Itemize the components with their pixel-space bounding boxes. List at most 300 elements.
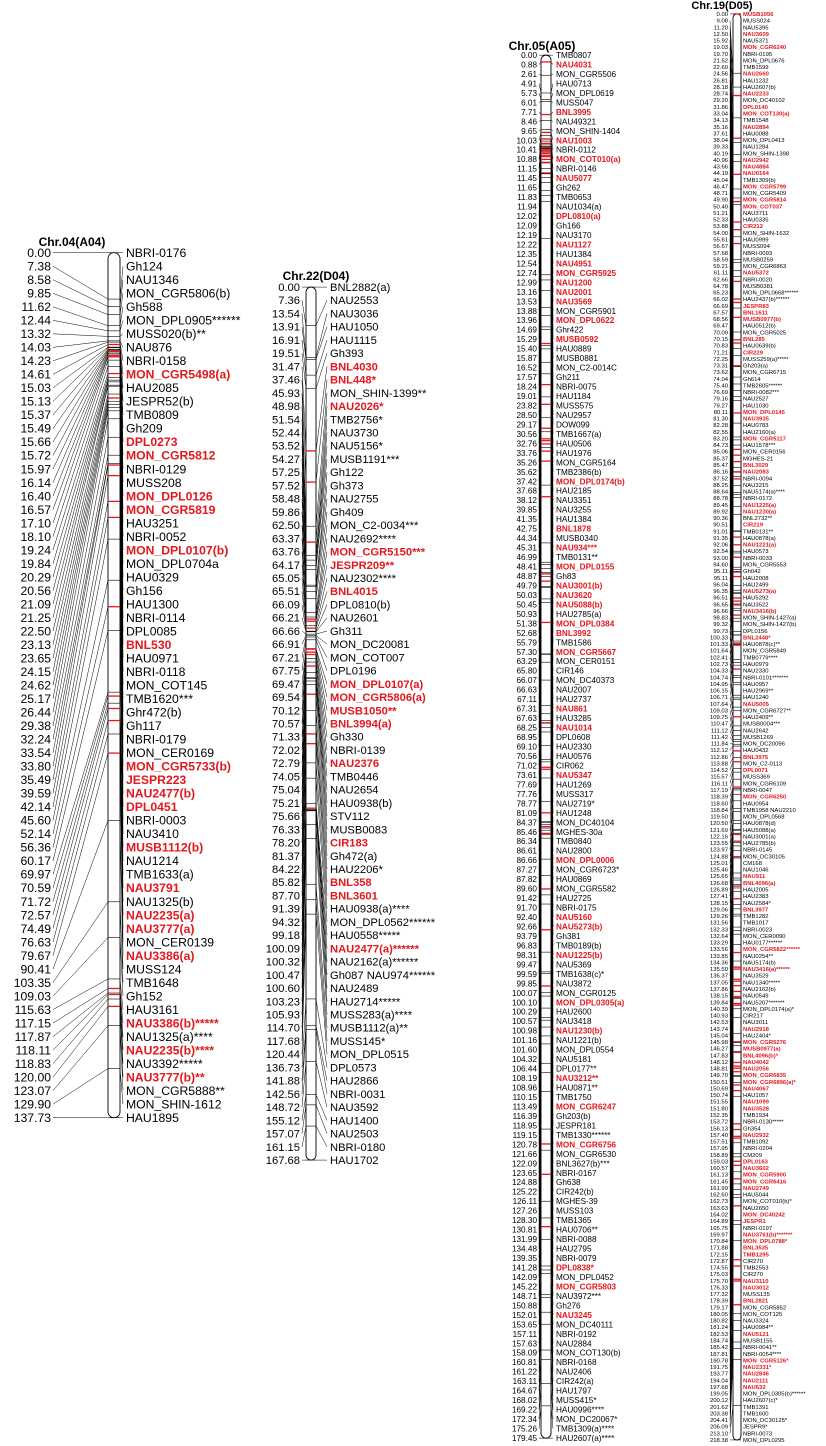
marker-name: NAU2406 [556, 1367, 592, 1377]
marker-position: 140.39 [709, 1006, 728, 1013]
marker-name: NAU5207******* [743, 1000, 785, 1007]
marker-name: NAU3418 [556, 1017, 592, 1027]
marker-position: 64.78 [713, 283, 728, 290]
marker-tick-left [53, 342, 108, 361]
marker-name: NAU861 [556, 704, 588, 714]
marker-name: TMB1648 [126, 975, 179, 990]
marker-position: 157.63 [511, 1339, 537, 1349]
marker-name: HAU0878(d) [743, 821, 776, 828]
marker-name: NAU2918 [743, 1026, 769, 1033]
marker-name: BNL448* [330, 374, 377, 387]
marker-position: 180.05 [709, 1311, 728, 1318]
marker-position: 161.22 [511, 1367, 537, 1377]
marker-position: 86.61 [516, 846, 537, 856]
marker-position: 56.36 [20, 840, 51, 855]
marker-tick-left [53, 734, 108, 942]
marker-position: 15.97 [20, 462, 51, 477]
marker-position: 73.31 [713, 363, 728, 370]
marker-position: 22.60 [713, 65, 728, 72]
marker-name: NAU2957 [556, 410, 592, 420]
marker-name: HAU2607(c)* [743, 1398, 778, 1405]
marker-name: MON_SHIN-1398 [743, 151, 790, 158]
marker-position: 37.42 [516, 477, 537, 487]
marker-position: 33.54 [20, 746, 51, 761]
marker-position: 90.51 [713, 522, 728, 529]
marker-name: HAU1184 [556, 392, 591, 402]
marker-name: NAU2553 [330, 295, 379, 308]
marker-name: MUSB0004*** [743, 721, 781, 728]
marker-position: 156.13 [709, 1126, 728, 1133]
marker-name: MUSS415* [556, 1396, 597, 1406]
marker-name: NAU2942 [743, 157, 769, 164]
marker-tick-left [53, 320, 108, 331]
marker-position: 135.50 [709, 967, 728, 974]
marker-name: HAU0335 [743, 217, 769, 224]
marker-position: 218.38 [709, 1438, 728, 1444]
marker-position: 65.51 [272, 586, 300, 599]
marker-position: 50.93 [516, 609, 537, 619]
marker-position: 118.84 [710, 807, 728, 814]
marker-name: TMB1309(a)**** [556, 1424, 615, 1434]
marker-position: 58.59 [713, 257, 728, 264]
marker-name: HAU3161 [126, 1002, 179, 1017]
marker-position: 79.67 [20, 948, 51, 963]
marker-position: 152.01 [511, 1310, 537, 1320]
marker-position: 72.79 [272, 758, 300, 771]
marker-position: 60.17 [20, 854, 51, 869]
marker-name: Gh156 [126, 583, 163, 598]
marker-name: Ghr422 [556, 325, 584, 335]
marker-name: NBRI-0158 [126, 354, 187, 369]
marker-position: 32.76 [516, 439, 537, 449]
marker-name: MON_COT145 [126, 678, 208, 693]
marker-name: HAU2499 [743, 582, 769, 589]
marker-position: 103.35 [13, 975, 51, 990]
marker-name: MON_C2-0034*** [330, 520, 419, 533]
marker-tick-right [316, 884, 327, 1028]
marker-name: MON_CGR5667 [556, 647, 617, 657]
marker-position: 101.16 [511, 1036, 537, 1046]
marker-position: 24.15 [20, 664, 51, 679]
marker-position: 131.99 [511, 1235, 537, 1245]
marker-position: 52.44 [272, 427, 300, 440]
marker-name: MUSB1155 [743, 1338, 773, 1345]
marker-position: 66.91 [272, 639, 300, 652]
marker-name: MUSS135 [743, 1292, 770, 1299]
marker-position: 206.09 [709, 1424, 728, 1431]
marker-position: 161.99 [709, 1185, 728, 1192]
marker-position: 73.62 [713, 370, 728, 377]
marker-name: NAU5347 [556, 770, 592, 780]
marker-position: 181.24 [709, 1325, 728, 1332]
marker-position: 201.62 [709, 1404, 728, 1411]
marker-name: Gh83 [556, 571, 577, 581]
marker-position: 88.78 [713, 496, 728, 503]
marker-name: NAU3001(a) [743, 834, 776, 841]
chromosome-title-chr05: Chr.05(A05) [508, 39, 576, 53]
marker-name: DPL0156 [743, 628, 768, 635]
marker-name: MON_CGR5806(a) [330, 692, 426, 705]
marker-tick-right [316, 327, 327, 360]
marker-name: TMB1599 [743, 65, 769, 72]
marker-position: 28.50 [516, 410, 537, 420]
marker-position: 66.69 [713, 303, 728, 310]
marker-position: 96.83 [516, 941, 537, 951]
marker-name: NAU2235(a) [126, 908, 195, 923]
marker-position: 108.19 [511, 1074, 537, 1084]
marker-position: 116.39 [512, 1111, 537, 1121]
marker-position: 128.15 [709, 900, 728, 907]
marker-position: 95.11 [713, 575, 728, 582]
marker-name: NAU2477(b) [126, 786, 196, 801]
marker-name: MON_DC20096 [743, 741, 785, 748]
marker-name: HAU0957 [743, 681, 769, 688]
marker-position: 98.31 [516, 950, 537, 960]
chromosome-title-chr19: Chr.19(D05) [691, 0, 753, 12]
marker-name: MGHES-39 [556, 1197, 598, 1207]
marker-position: 80.11 [713, 409, 728, 416]
marker-position: 61.11 [713, 270, 728, 277]
marker-position: 85.37 [713, 456, 728, 463]
marker-position: 89.92 [713, 509, 728, 516]
marker-position: 74.04 [713, 376, 728, 383]
marker-position: 111.42 [710, 734, 728, 741]
marker-position: 0.00 [278, 282, 300, 294]
marker-name: MON_SHIN-1404 [556, 126, 621, 136]
marker-position: 106.44 [511, 1064, 537, 1074]
marker-name: Gh203(b) [556, 1111, 591, 1121]
marker-name: DPL0273 [126, 435, 178, 450]
marker-position: 148.72 [265, 1102, 300, 1115]
marker-position: 50.40 [713, 204, 728, 211]
marker-position: 100.07 [511, 988, 537, 998]
marker-name: HAU0706** [556, 1225, 598, 1235]
marker-name: TMB2756* [330, 414, 383, 427]
marker-name: HAU0938(b) [330, 797, 393, 810]
marker-name: MON_CER0090 [743, 933, 786, 940]
marker-name: NBRI-0079 [556, 1254, 597, 1264]
marker-name: NAU3011 [743, 1020, 769, 1027]
marker-name: TMB0809 [126, 408, 179, 423]
marker-name: BNL4015 [330, 586, 378, 599]
marker-name: TMB0131** [743, 529, 774, 536]
marker-name: NAU3777(b)** [126, 1070, 205, 1085]
marker-position: 21.25 [20, 610, 51, 625]
marker-position: 96.35 [713, 589, 728, 596]
marker-name: NAU3529 [743, 973, 769, 980]
marker-position: 150.69 [709, 1086, 728, 1093]
marker-name: NAU0164 [743, 171, 769, 178]
marker-position: 66.63 [516, 685, 537, 695]
marker-position: 118.11 [15, 1043, 51, 1058]
marker-name: HAU2008 [743, 575, 769, 582]
marker-tick-left [53, 1026, 108, 1091]
marker-name: MON_DPL0174(a)* [743, 1006, 795, 1013]
marker-name: MON_DPL0413 [743, 138, 785, 145]
marker-name: NAU1014 [556, 723, 592, 733]
marker-name: NAU5174(a)**** [743, 489, 785, 496]
marker-name: Gh262 [556, 183, 581, 193]
marker-position: 29.38 [20, 719, 51, 734]
marker-position: 172.15 [709, 1252, 728, 1259]
marker-position: 40.96 [713, 157, 728, 164]
marker-name: NAU1230(a) [743, 509, 777, 516]
marker-name: MON_CGR5852 [743, 1305, 787, 1312]
marker-position: 11.62 [21, 300, 51, 315]
marker-tick-left [53, 351, 108, 442]
marker-name: MON_CGR6835 [743, 1073, 787, 1080]
marker-position: 12.19 [516, 230, 537, 240]
marker-position: 84.73 [713, 443, 728, 450]
marker-name: DPL0140 [743, 104, 768, 111]
marker-name: HAU1232 [743, 78, 769, 85]
marker-name: NBRI-0112 [556, 145, 596, 155]
marker-position: 191.75 [709, 1365, 728, 1372]
marker-position: 111.84 [710, 741, 728, 748]
marker-position: 71.33 [272, 731, 300, 744]
marker-position: 24.62 [20, 678, 51, 693]
marker-position: 86.34 [516, 837, 537, 847]
marker-position: 157.95 [709, 1146, 728, 1153]
marker-position: 12.02 [516, 212, 537, 222]
marker-name: MON_CGR5582 [556, 884, 617, 894]
marker-name: MON_CER0169 [126, 746, 215, 761]
marker-name: NAU5372 [743, 270, 769, 277]
chromosome-title-chr22: Chr.22(D04) [282, 269, 350, 283]
marker-position: 9.08 [716, 18, 728, 25]
marker-name: HAU1057 [743, 1093, 769, 1100]
marker-name: TMB1750 [556, 1092, 592, 1102]
marker-position: 158.09 [511, 1348, 537, 1358]
marker-name: MON_DPL0305(a) [556, 998, 625, 1008]
marker-position: 151.80 [709, 1106, 728, 1113]
marker-name: DPL0196 [330, 665, 377, 678]
marker-name: BNL1878 [556, 524, 592, 534]
marker-name: NBRI-0020 [743, 277, 773, 284]
marker-name: MON_SHIN-1427(a) [743, 615, 797, 622]
marker-position: 104.74 [709, 675, 728, 682]
marker-position: 99.85 [516, 979, 537, 989]
marker-position: 108.96 [511, 1083, 537, 1093]
marker-name: NAU3528 [743, 1106, 769, 1113]
marker-position: 52.68 [516, 628, 537, 638]
marker-position: 31.47 [272, 361, 300, 374]
marker-position: 56.67 [713, 244, 728, 251]
marker-name: HAU3285 [556, 714, 592, 724]
marker-name: MON_DC40242 [743, 1212, 785, 1219]
marker-position: 13.54 [272, 308, 300, 321]
marker-position: 69.47 [272, 678, 300, 691]
marker-name: Ghr472(b) [126, 705, 182, 720]
marker-name: DPL0177** [556, 1064, 597, 1074]
marker-tick-left [53, 404, 108, 671]
marker-position: 48.98 [272, 401, 300, 414]
marker-name: MON_DPL0562****** [330, 916, 436, 929]
marker-name: NAU2692**** [330, 533, 396, 546]
marker-name: MON_CGR5498(a) [126, 367, 231, 382]
marker-name: NAU3324 [743, 1318, 769, 1325]
marker-name: NAU1340***** [743, 980, 781, 987]
marker-name: MUSB1112(a)** [330, 1022, 408, 1035]
marker-name: NAU2330 [743, 668, 769, 675]
marker-tick-left [302, 631, 306, 634]
marker-position: 29.17 [516, 420, 537, 430]
marker-position: 163.63 [709, 1205, 728, 1212]
marker-position: 150.51 [709, 1079, 728, 1086]
marker-position: 35.62 [516, 467, 537, 477]
marker-name: TMB1282 [743, 914, 769, 921]
marker-position: 185.42 [709, 1345, 728, 1352]
marker-name: TMB1092 [743, 1139, 769, 1146]
marker-position: 134.48 [511, 1244, 537, 1254]
marker-name: NAU3972*** [556, 1291, 602, 1301]
marker-name: NAU1225(b) [556, 950, 603, 960]
marker-name: NAU1034(a) [556, 202, 602, 212]
marker-position: 86.16 [713, 469, 728, 476]
chr22-markers [266, 282, 436, 1167]
marker-position: 21.52 [713, 58, 728, 65]
marker-name: NBRI-0167 [556, 1168, 597, 1178]
marker-position: 68.25 [516, 723, 537, 733]
marker-position: 67.57 [713, 310, 728, 317]
marker-name: NAU2503 [330, 1128, 379, 1141]
marker-name: NBRI-0172 [743, 496, 773, 503]
marker-position: 7.71 [521, 107, 537, 117]
marker-position: 120.00 [13, 1070, 51, 1085]
marker-name: NAU5174(b) [743, 960, 776, 967]
marker-name: CIR212 [743, 224, 763, 231]
marker-position: 57.52 [272, 480, 300, 493]
marker-name: JESPR52(b) [126, 394, 194, 409]
marker-position: 101.33 [709, 642, 728, 649]
marker-position: 172.87 [709, 1258, 728, 1265]
marker-name: HAU5292 [743, 595, 769, 602]
marker-tick-left [53, 280, 108, 307]
marker-name: MON_CGR0125 [556, 988, 617, 998]
marker-name: MON_DPL0145 [743, 409, 785, 416]
marker-position: 63.76 [272, 546, 300, 559]
marker-name: NAU3036 [330, 308, 379, 321]
marker-name: DPL0163 [743, 1159, 768, 1166]
marker-position: 142.56 [265, 1088, 300, 1101]
marker-name: HAU1895 [126, 1111, 179, 1125]
marker-name: NAU632 [743, 1384, 766, 1391]
marker-name: HAU1050 [330, 321, 379, 334]
marker-name: MON_CGR5812 [126, 448, 216, 463]
marker-name: NAU3711 [743, 210, 769, 217]
marker-position: 38.04 [713, 138, 728, 145]
marker-position: 91.35 [713, 535, 728, 542]
marker-position: 49.90 [713, 197, 728, 204]
marker-name: MON_COT130(b) [556, 1348, 621, 1358]
marker-tick-left [53, 356, 108, 496]
marker-name: MON_CER0156 [743, 449, 786, 456]
marker-name: MON_DC20067* [556, 1415, 618, 1425]
marker-name: NAU2650 [743, 1205, 769, 1212]
marker-position: 12.50 [713, 31, 728, 38]
marker-name: Gh087 NAU974****** [330, 969, 436, 982]
marker-position: 115.63 [14, 1002, 51, 1017]
marker-position: 194.04 [709, 1378, 728, 1385]
marker-position: 67.63 [516, 714, 537, 724]
marker-name: BNL2448* [743, 635, 771, 642]
marker-name: MON_DPL0295 [743, 1438, 785, 1444]
marker-name: MON_COT130(a) [743, 111, 790, 118]
marker-position: 49.79 [516, 581, 537, 591]
marker-position: 16.14 [20, 475, 51, 490]
marker-position: 13.91 [272, 321, 300, 334]
marker-position: 0.00 [716, 12, 728, 18]
marker-position: 93.00 [713, 555, 728, 562]
marker-name: HAU2085 [126, 381, 179, 396]
marker-position: 136.37 [709, 973, 728, 980]
marker-name: NAU2932 [743, 1132, 769, 1139]
marker-position: 48.87 [516, 571, 537, 581]
marker-position: 46.99 [516, 553, 537, 563]
marker-name: NBRI-0094 [743, 476, 773, 483]
marker-name: TMB1586 [556, 638, 592, 648]
marker-name: MON_C2-0014C [556, 363, 617, 373]
marker-name: TMB1638(c)* [556, 969, 605, 979]
marker-position: 45.60 [20, 813, 51, 828]
marker-name: HAU0984** [743, 1325, 774, 1332]
marker-name: NBRI-0054**** [743, 1351, 782, 1358]
marker-position: 100.98 [511, 1026, 537, 1036]
marker-position: 87.27 [516, 865, 537, 875]
marker-position: 87.52 [713, 476, 728, 483]
marker-name: MON_DPL0676 [743, 58, 785, 65]
marker-name: Gh211 [556, 373, 580, 383]
marker-name: HAU5088(a) [743, 827, 776, 834]
marker-position: 22.50 [20, 624, 51, 639]
marker-name: NAU2477(a)****** [330, 943, 419, 956]
marker-name: HAU2785(a) [556, 609, 602, 619]
marker-name: Gh122 [330, 467, 364, 480]
marker-position: 131.56 [709, 920, 728, 927]
marker-name: MUSS024 [743, 18, 770, 25]
marker-position: 141.28 [511, 1263, 537, 1273]
marker-name: HAU3251 [126, 516, 179, 531]
marker-name: TMB1600 [743, 1411, 769, 1418]
marker-position: 129.90 [13, 1097, 51, 1112]
marker-position: 69.47 [713, 323, 728, 330]
marker-name: MUSB0340 [556, 534, 598, 544]
marker-position: 67.11 [517, 695, 537, 705]
marker-position: 124.88 [709, 854, 728, 861]
marker-position: 145.22 [511, 1282, 537, 1292]
marker-position: 53.88 [713, 224, 728, 231]
marker-position: 41.35 [516, 515, 537, 525]
marker-position: 67.75 [272, 665, 300, 678]
marker-position: 20.29 [20, 570, 51, 585]
marker-name: NAU3592 [330, 1102, 379, 1115]
marker-tick-left [53, 517, 108, 806]
marker-name: NAU5395 [743, 25, 769, 32]
marker-name: STV112 [330, 811, 370, 824]
marker-name: NBRI-0073 [743, 1431, 773, 1438]
marker-position: 85.47 [713, 463, 728, 470]
marker-position: 184.74 [709, 1338, 728, 1345]
marker-position: 162.60 [709, 1192, 728, 1199]
marker-position: 84.37 [516, 818, 537, 828]
marker-position: 118.95 [512, 1121, 537, 1131]
marker-position: 15.03 [20, 381, 51, 396]
marker-name: JESPR1 [743, 1219, 766, 1226]
marker-position: 92.54 [713, 549, 728, 556]
marker-name: BNL3992 [556, 628, 592, 638]
marker-name: MON_CGR5799 [743, 184, 787, 191]
marker-name: TMB2553 [743, 1265, 769, 1272]
